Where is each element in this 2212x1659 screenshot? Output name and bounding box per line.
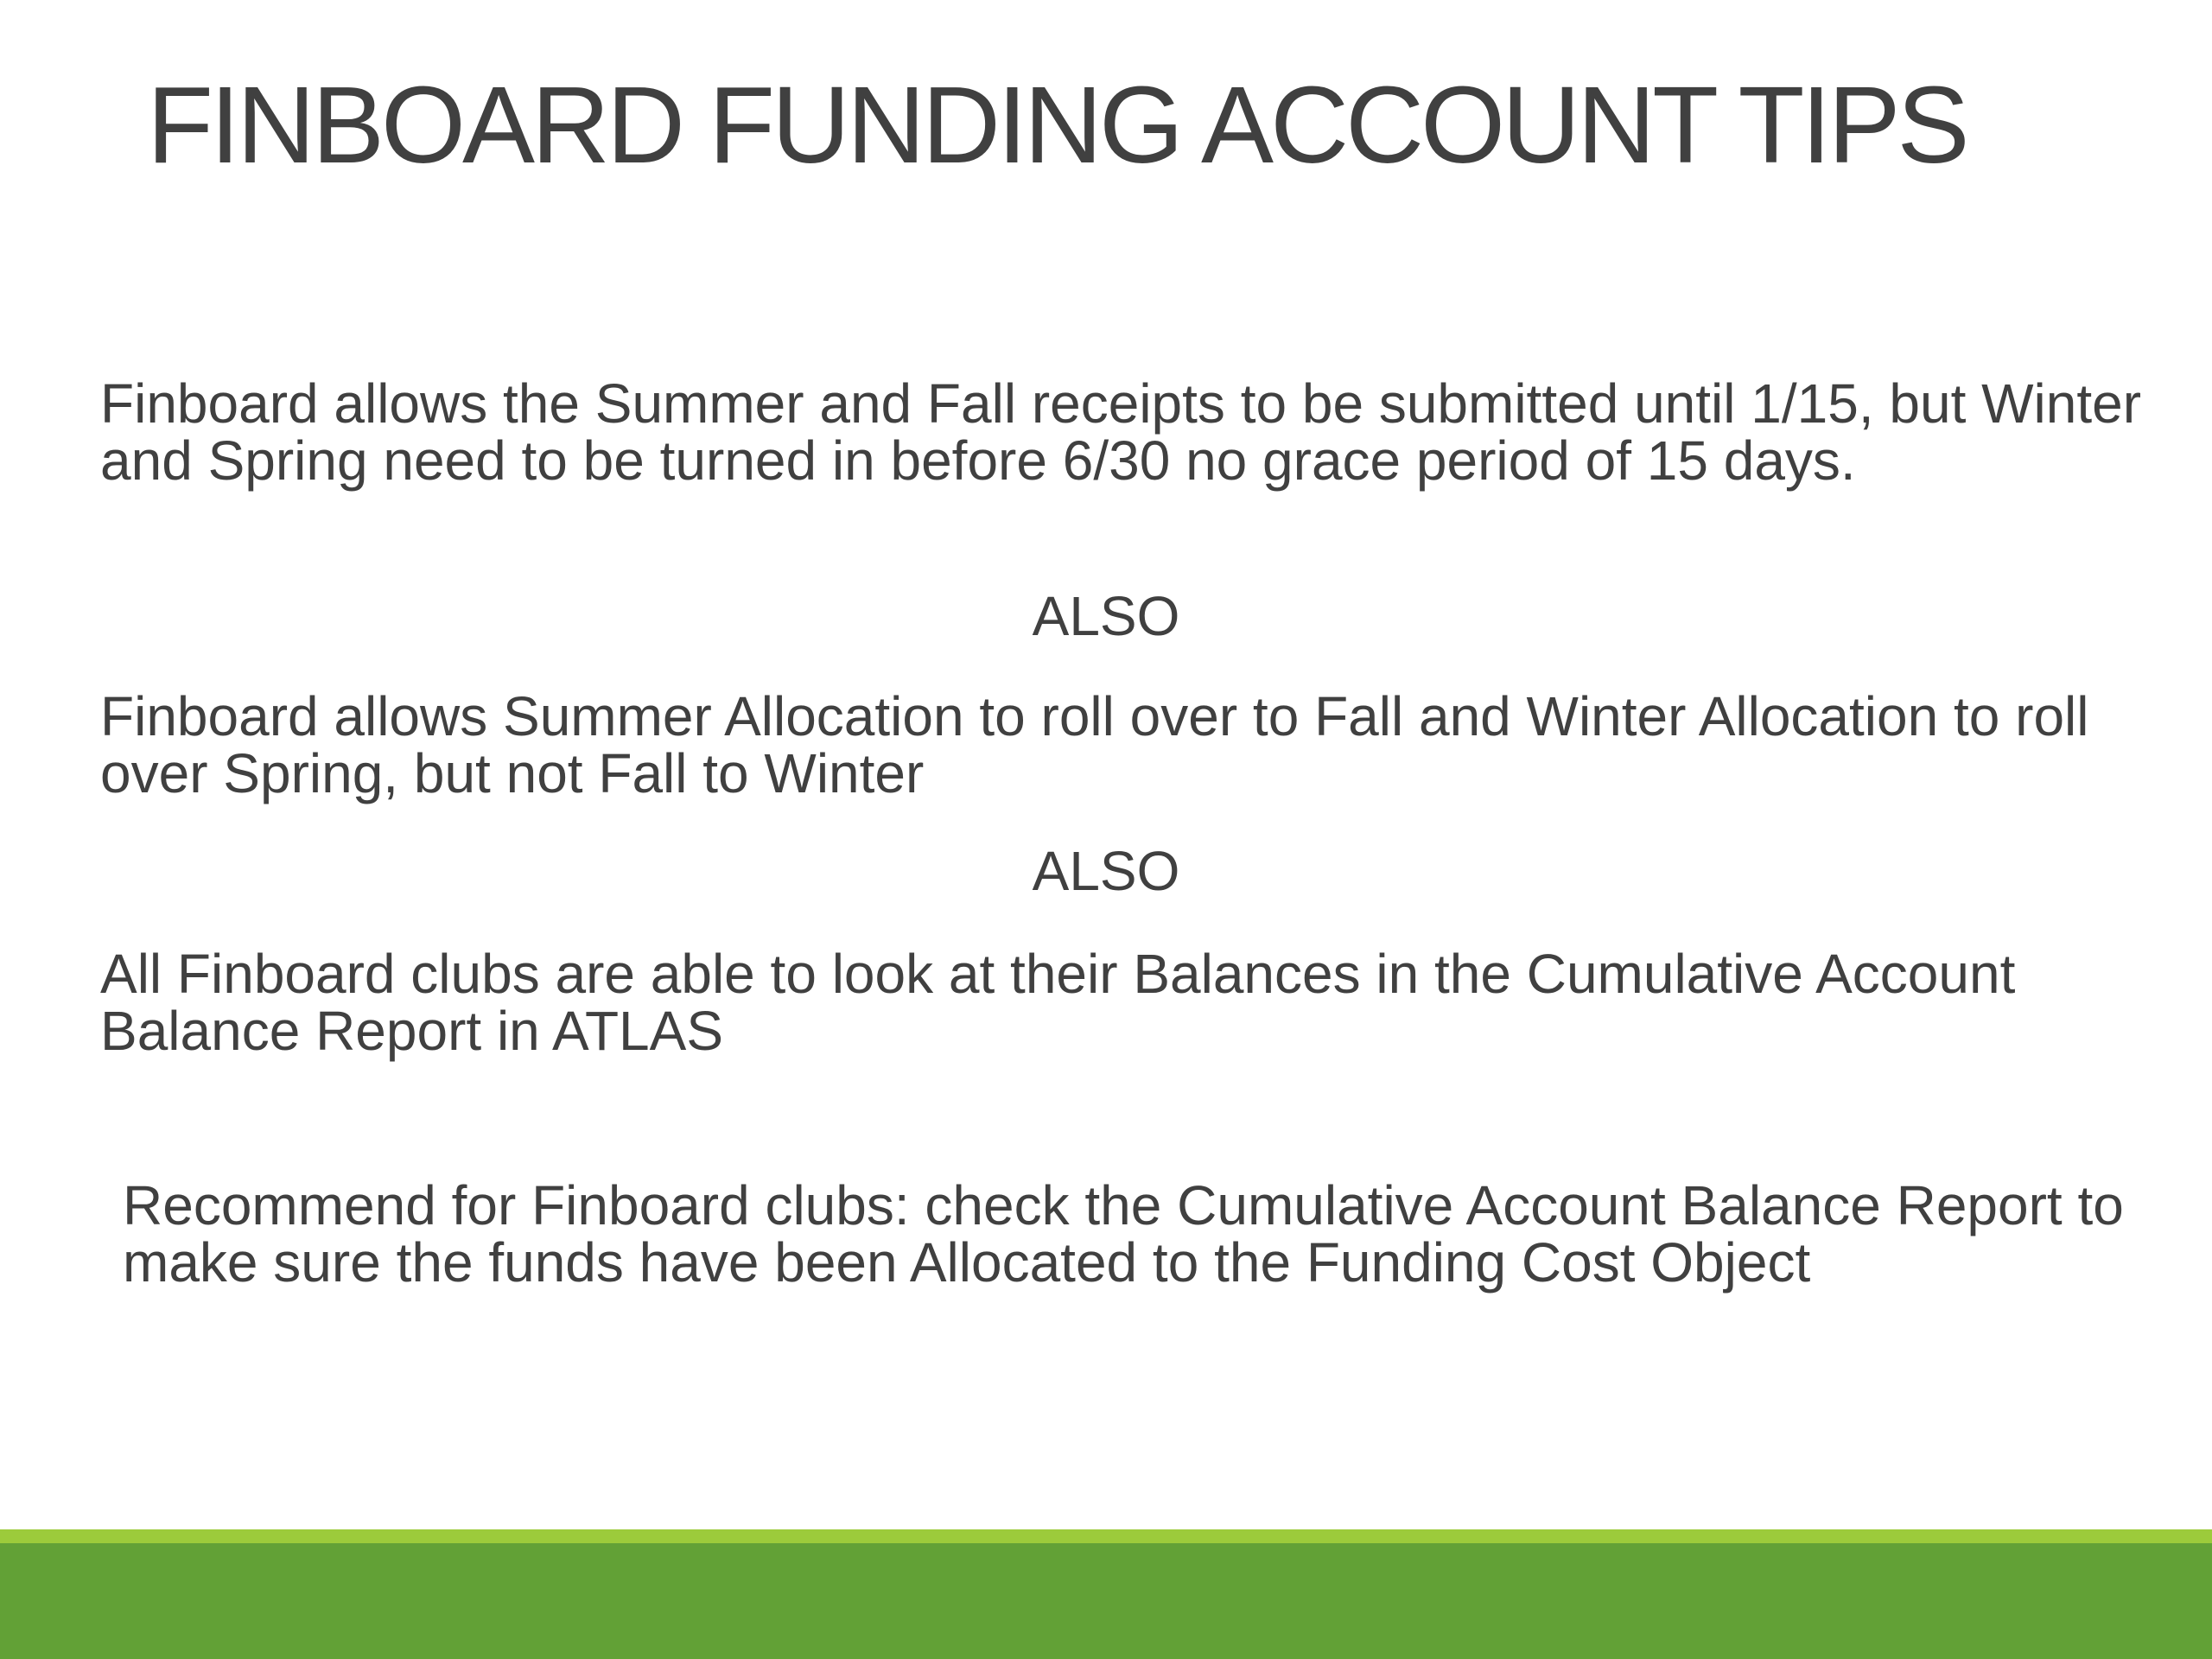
separator-also-2: ALSO xyxy=(1032,840,1180,902)
slide-title: FINBOARD FUNDING ACCOUNT TIPS xyxy=(147,64,1967,186)
tip-receipts-deadline: Finboard allows the Summer and Fall receipts to be submitted until 1/15, but Winter and Spring need to be turned in before 6/30 no grace period of 15 days. xyxy=(100,372,2142,492)
recommendation-text: Recommend for Finboard clubs: check the Cumulative Account Balance Report to make sure the funds have been Allocated to the Funding Cost Object xyxy=(123,1174,2124,1294)
tip-balance-report: All Finboard clubs are able to look at their Balances in the Cumulative Account Balance Report in ATLAS xyxy=(100,943,2016,1062)
footer-accent-stripe xyxy=(0,1529,2212,1543)
separator-also-1: ALSO xyxy=(1032,585,1180,647)
footer-green-bar xyxy=(0,1543,2212,1659)
tip-allocation-rollover: Finboard allows Summer Allocation to roll over to Fall and Winter Allocation to roll over Spring, but not Fall to Winter xyxy=(100,685,2089,804)
